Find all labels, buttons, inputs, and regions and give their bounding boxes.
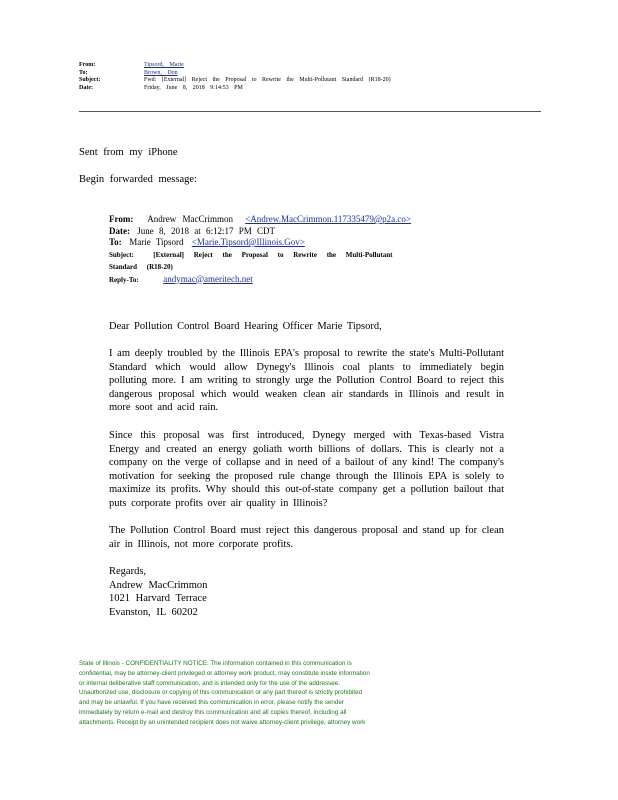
notice-line: immediately by return e-mail and destroy this communication and all copies thereof, including all [79, 708, 347, 716]
letter-paragraph-2 [109, 429, 504, 511]
fwd-to-email[interactable]: <Marie.Tipsord@Illinois.Gov> [191, 237, 305, 247]
fwd-from-email[interactable]: <Andrew.MacCrimmon.117335479@p2a.co> [245, 214, 411, 224]
signature-closing: Regards, [109, 566, 147, 577]
header-to-value[interactable]: Brown, Don [144, 69, 178, 76]
fwd-date-value: June 8, 2018 at 6:12:17 PM CDT [137, 225, 276, 236]
paragraph-1-text: I am deeply troubled by the Illinois EPA's proposal to rewrite the state's Multi-Pollutant Standard which would allow Dynegy's Illinois coal plants to immediately begin polluting more. I am writing to strongly urge the Pollution Control Board to reject this dangerous proposal which would weaken clean air standards in Illinois and result in more soot and acid rain. [109, 348, 504, 414]
fwd-subject-cont-row [109, 261, 529, 274]
header-date-row [79, 85, 549, 93]
header-subject-label: Subject: [79, 77, 101, 83]
header-to-row [79, 70, 549, 78]
fwd-replyto-label: Reply-To: [109, 275, 139, 284]
fwd-replyto-row [109, 274, 529, 287]
fwd-date-label: Date: [109, 225, 130, 236]
sent-from-line: Sent from my iPhone [79, 147, 178, 158]
header-subject-value: Fwd: [External] Reject the Proposal to Rewrite the Multi-Pollutant Standard (R18-20) [144, 77, 391, 83]
fwd-date-row [109, 226, 529, 238]
signature-name: Andrew MacCrimmon [109, 579, 208, 591]
fwd-replyto-value[interactable]: andymac@ameritech.net [163, 273, 253, 284]
forwarded-header [109, 214, 529, 286]
fwd-from-label: From: [109, 214, 134, 224]
header-date-value: Friday, June 8, 2018 9:14:53 PM [144, 84, 243, 91]
fwd-subject-line1: [External] Reject the Proposal to Rewrite the Multi-Pollutant [153, 250, 393, 259]
paragraph-2-text: Since this proposal was first introduced, Dynegy merged with Texas-based Vistra Energy and created an energy goliath worth billions of dollars. This is clearly not a company on the verge of collapse and in need of a bailout of any kind! The company's motivation for seeking the proposed rule change through the Illinois EPA is solely to maximize its profits. Why should this out-of-state company get a pollution bailout that puts corporate profits over air quality in Illinois? [109, 430, 504, 509]
fwd-from-row [109, 214, 529, 226]
paragraph-3-text: The Pollution Control Board must reject this dangerous proposal and stand up for clean air in Illinois, not more corporate profits. [109, 525, 504, 550]
header-date-label: Date: [79, 84, 93, 91]
header-subject-row [79, 77, 549, 85]
email-header [79, 62, 549, 92]
notice-line: confidential, may be attorney-client privileged or attorney work product, may constitute inside information [79, 669, 370, 677]
fwd-from-name: Andrew MacCrimmon [147, 214, 233, 224]
fwd-to-name: Marie Tipsord [129, 237, 184, 247]
header-from-value[interactable]: Tipsord, Marie [144, 62, 184, 68]
notice-line: Unauthorized use, disclosure or copying of this communication or any part thereof is strictly prohibited [79, 689, 363, 697]
header-divider [79, 111, 541, 112]
confidentiality-notice [79, 659, 379, 728]
signature-block [109, 565, 207, 619]
notice-line: and may be unlawful. If you have received this communication in error, please notify the sender [79, 699, 344, 707]
begin-forwarded-line: Begin forwarded message: [79, 174, 197, 185]
header-from-label: From: [79, 62, 96, 68]
notice-line: State of Illinois - CONFIDENTIALITY NOTICE: The information contained in this communication is [79, 660, 352, 667]
letter-paragraph-1 [109, 347, 504, 415]
header-from-row [79, 62, 549, 70]
fwd-to-row [109, 237, 529, 249]
letter-greeting: Dear Pollution Control Board Hearing Officer Marie Tipsord, [109, 321, 382, 332]
fwd-subject-line2: Standard (R18-20) [109, 263, 173, 271]
signature-street: 1021 Harvard Terrace [109, 593, 207, 605]
fwd-subject-row [109, 249, 529, 262]
signature-city: Evanston, IL 60202 [109, 606, 198, 618]
fwd-to-label: To: [109, 237, 122, 247]
fwd-subject-label: Subject: [109, 250, 134, 259]
notice-line: attachments. Receipt by an unintended recipient does not waive attorney-client privilege, attorney work [79, 718, 366, 726]
notice-line: or internal deliberative staff communication, and is intended only for the use of the addressee. [79, 679, 341, 687]
header-to-label: To: [79, 69, 88, 76]
letter-paragraph-3 [109, 524, 504, 551]
